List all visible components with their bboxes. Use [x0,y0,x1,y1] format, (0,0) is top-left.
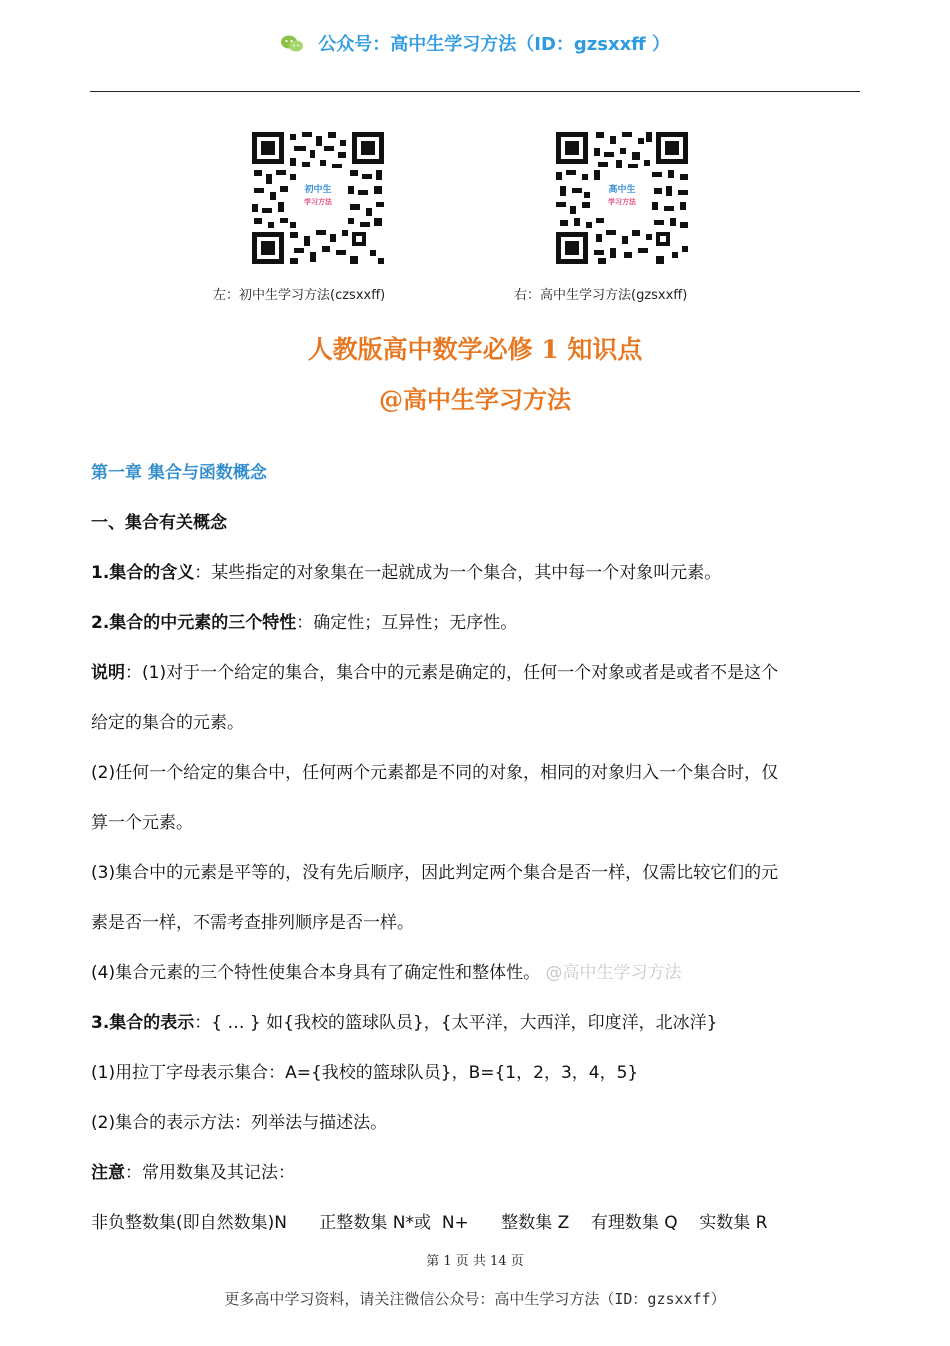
section-heading: 一、集合有关概念 [91,513,227,533]
paragraph-label: 2.集合的中元素的三个特性 [91,613,297,633]
qr-badge-right: 高中生 学习方法 [598,180,646,216]
qr-caption-left: 左：初中生学习方法(czsxxff) [213,288,386,303]
paragraph-text: ：(1)对于一个给定的集合，集合中的元素是确定的，任何一个对象或者是或者不是这个 [125,663,779,683]
paragraph-text: (4)集合元素的三个特性使集合本身具有了确定性和整体性。 [91,963,541,983]
paragraph-label: 说明 [91,663,125,683]
paragraph-label: 1.集合的含义 [91,563,195,583]
paragraph-latin-letters: (1)用拉丁字母表示集合：A={我校的篮球队员}，B={1，2，3，4，5} [91,1063,639,1083]
qr-code-right [554,130,690,266]
qr-code-left [250,130,386,266]
paragraph-definition [91,558,721,583]
header-banner [0,30,950,56]
paragraph-note-1 [91,658,778,683]
paragraph-label: 3.集合的表示 [91,1013,195,1033]
paragraph-note-3: (3)集合中的元素是平等的，没有先后顺序，因此判定两个集合是否一样，仅需比较它们的元 [91,863,779,883]
paragraph-note-4 [91,958,682,983]
paragraph-properties [91,608,517,633]
wechat-icon [280,34,304,54]
paragraph-attention [91,1158,295,1183]
paragraph-number-sets: 非负整数集(即自然数集)N 正整数集 N*或 N+ 整数集 Z 有理数集 Q 实数集 R [91,1213,768,1233]
paragraph-text: ：常用数集及其记法： [125,1163,295,1183]
watermark: @高中生学习方法 [545,963,682,983]
paragraph-label: 注意 [91,1163,125,1183]
paragraph-note-2-cont: 算一个元素。 [91,813,193,833]
paragraph-text: ：确定性；互异性；无序性。 [296,613,518,633]
document-subtitle: @高中生学习方法 [379,385,571,414]
page-number: 第 1 页 共 14 页 [426,1254,524,1269]
header-text: 公众号：高中生学习方法（ID：gzsxxff ） [318,34,671,55]
chapter-heading: 第一章 集合与函数概念 [91,463,267,483]
paragraph-methods: (2)集合的表示方法：列举法与描述法。 [91,1113,388,1133]
paragraph-text: ：{ … } 如{我校的篮球队员}，{太平洋，大西洋，印度洋，北冰洋} [194,1013,718,1033]
paragraph-representation [91,1008,717,1033]
qr-badge-left: 初中生 学习方法 [294,180,342,216]
paragraph-note-3-cont: 素是否一样，不需考查排列顺序是否一样。 [91,913,414,933]
paragraph-note-2: (2)任何一个给定的集合中，任何两个元素都是不同的对象，相同的对象归入一个集合时，仅 [91,763,779,783]
paragraph-text: ：某些指定的对象集在一起就成为一个集合，其中每一个对象叫元素。 [194,563,722,583]
footer-note: 更多高中学习资料，请关注微信公众号：高中生学习方法（ID：gzsxxff） [224,1290,726,1308]
document-title: 人教版高中数学必修 1 知识点 [307,335,643,364]
qr-caption-right: 右：高中生学习方法(gzsxxff) [514,288,688,303]
paragraph-note-1-cont: 给定的集合的元素。 [91,713,244,733]
header-divider [90,91,860,92]
